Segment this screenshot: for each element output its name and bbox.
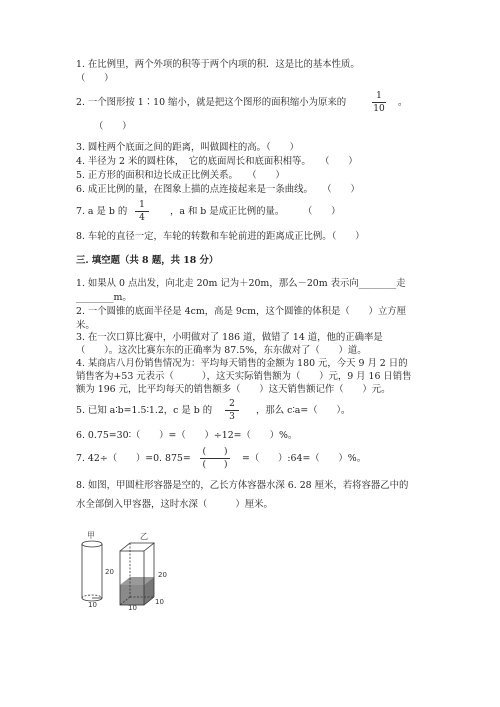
judge-q2-end: 。: [398, 97, 408, 108]
fill-q8-line2[interactable]: 水全部倒入甲容器，这时水深（ ）厘米。: [76, 499, 273, 510]
yi-depth-label: 10: [155, 598, 164, 606]
fraction-numerator: 1: [139, 200, 145, 210]
judge-q1-answer[interactable]: （ ）: [76, 73, 114, 84]
yi-width-label: 10: [128, 604, 137, 610]
judge-q7-fraction: [135, 200, 149, 223]
yi-height-label: 20: [158, 571, 167, 579]
judge-q7-start: 7. a 是 b 的: [76, 206, 128, 217]
container-figure: [72, 530, 192, 610]
fraction-denominator: 3: [229, 412, 235, 422]
judge-q4: 4. 半径为 2 米的圆柱体， 它的底面周长和底面积相等。 （ ）: [76, 156, 358, 167]
fill-q5-fraction: [225, 399, 239, 422]
fill-q1-line2[interactable]: ________m。: [76, 292, 132, 303]
fraction-numerator: 1: [376, 91, 382, 101]
fill-q4-line2[interactable]: 销售客为+53 元表示（ ），这天实际销售额为（ ）元，9 月 16 日销售: [76, 371, 412, 382]
fill-q5-start: 5. 已知 a∶b=1.5∶1.2，c 是 b 的: [76, 405, 213, 416]
fill-q5-end[interactable]: ，那么 c∶a=（ ）。: [256, 405, 351, 416]
fill-q7-fraction[interactable]: [200, 447, 230, 470]
fraction-numerator: 2: [229, 399, 235, 409]
fraction-denominator: 10: [373, 104, 385, 114]
fill-q2-line1: 2. 一个圆锥的底面半径是 4cm，高是 9cm，这个圆锥的体积是（ ）立方厘: [76, 306, 406, 317]
judge-q2-line1: 2. 一个图形按 1∶10 缩小，就是把这个图形的面积缩小为原来的: [76, 97, 347, 108]
label-yi: 乙: [140, 532, 148, 541]
judge-q6: 6. 成正比例的量，在图象上描的点连接起来是一条曲线。 （ ）: [76, 184, 360, 195]
box-yi: [120, 543, 154, 605]
fill-q7-end[interactable]: =（ ）:64=（ ）%。: [242, 453, 367, 464]
judge-q8: 8. 车轮的直径一定，车轮的转数和车轮前进的距离成正比例。（ ）: [76, 231, 365, 242]
cylinder-jia: [82, 541, 102, 601]
fill-q3-line1: 3. 在一次口算比赛中，小明做对了 186 道，做错了 14 道，他的正确率是: [76, 332, 383, 343]
fill-q4-line3[interactable]: 额为 196 元，比平均每天的销售额多（ ）这天销售额记作（ ）元。: [76, 384, 391, 395]
judge-q3: 3. 圆柱两个底面之间的距离，叫做圆柱的高。（ ）: [76, 142, 299, 153]
fill-q8-line1: 8. 如图，甲圆柱形容器是空的，乙长方体容器水深 6. 28 厘米，若将容器乙中的: [76, 480, 409, 491]
fraction-numerator[interactable]: ( ): [202, 447, 228, 457]
fill-q2-line2: 米。: [76, 320, 95, 331]
label-jia: 甲: [87, 531, 95, 540]
judge-q7-end: ，a 和 b 是成正比例的量。 （ ）: [170, 206, 341, 217]
jia-diameter-label: 10: [88, 601, 97, 609]
fraction-denominator: 4: [139, 213, 145, 223]
judge-q5: 5. 正方形的面积和边长成正比例关系。 （ ）: [76, 170, 285, 181]
fill-q1-line1: 1. 如果从 0 点出发，向北走 20m 记为＋20m，那么－20m 表示向________走: [76, 278, 406, 289]
fill-q4-line1: 4. 某商店八月份销售情况为：平均每天销售的金额为 180 元，今天 9 月 2 日的: [76, 358, 408, 369]
judge-q1-line1: 1. 在比例里，两个外项的积等于两个内项的积．这是比的基本性质。: [76, 59, 360, 70]
fill-q3-line2[interactable]: （ ）。这次比赛东东的正确率为 87.5%，东东做对了（ ）道。: [76, 345, 367, 356]
section-3-title: 三. 填空题（共 8 题，共 18 分）: [76, 255, 219, 266]
judge-q2-fraction: [372, 91, 386, 114]
jia-height-label: 20: [105, 568, 114, 576]
fill-q6[interactable]: 6. 0.75=30∶（ ）=（ ）÷12=（ ）%。: [76, 430, 298, 441]
fill-q7-start[interactable]: 7. 42÷（ ）=0. 875=: [76, 453, 191, 464]
judge-q2-answer[interactable]: （ ）: [94, 121, 132, 132]
fraction-denominator[interactable]: ( ): [202, 460, 228, 470]
